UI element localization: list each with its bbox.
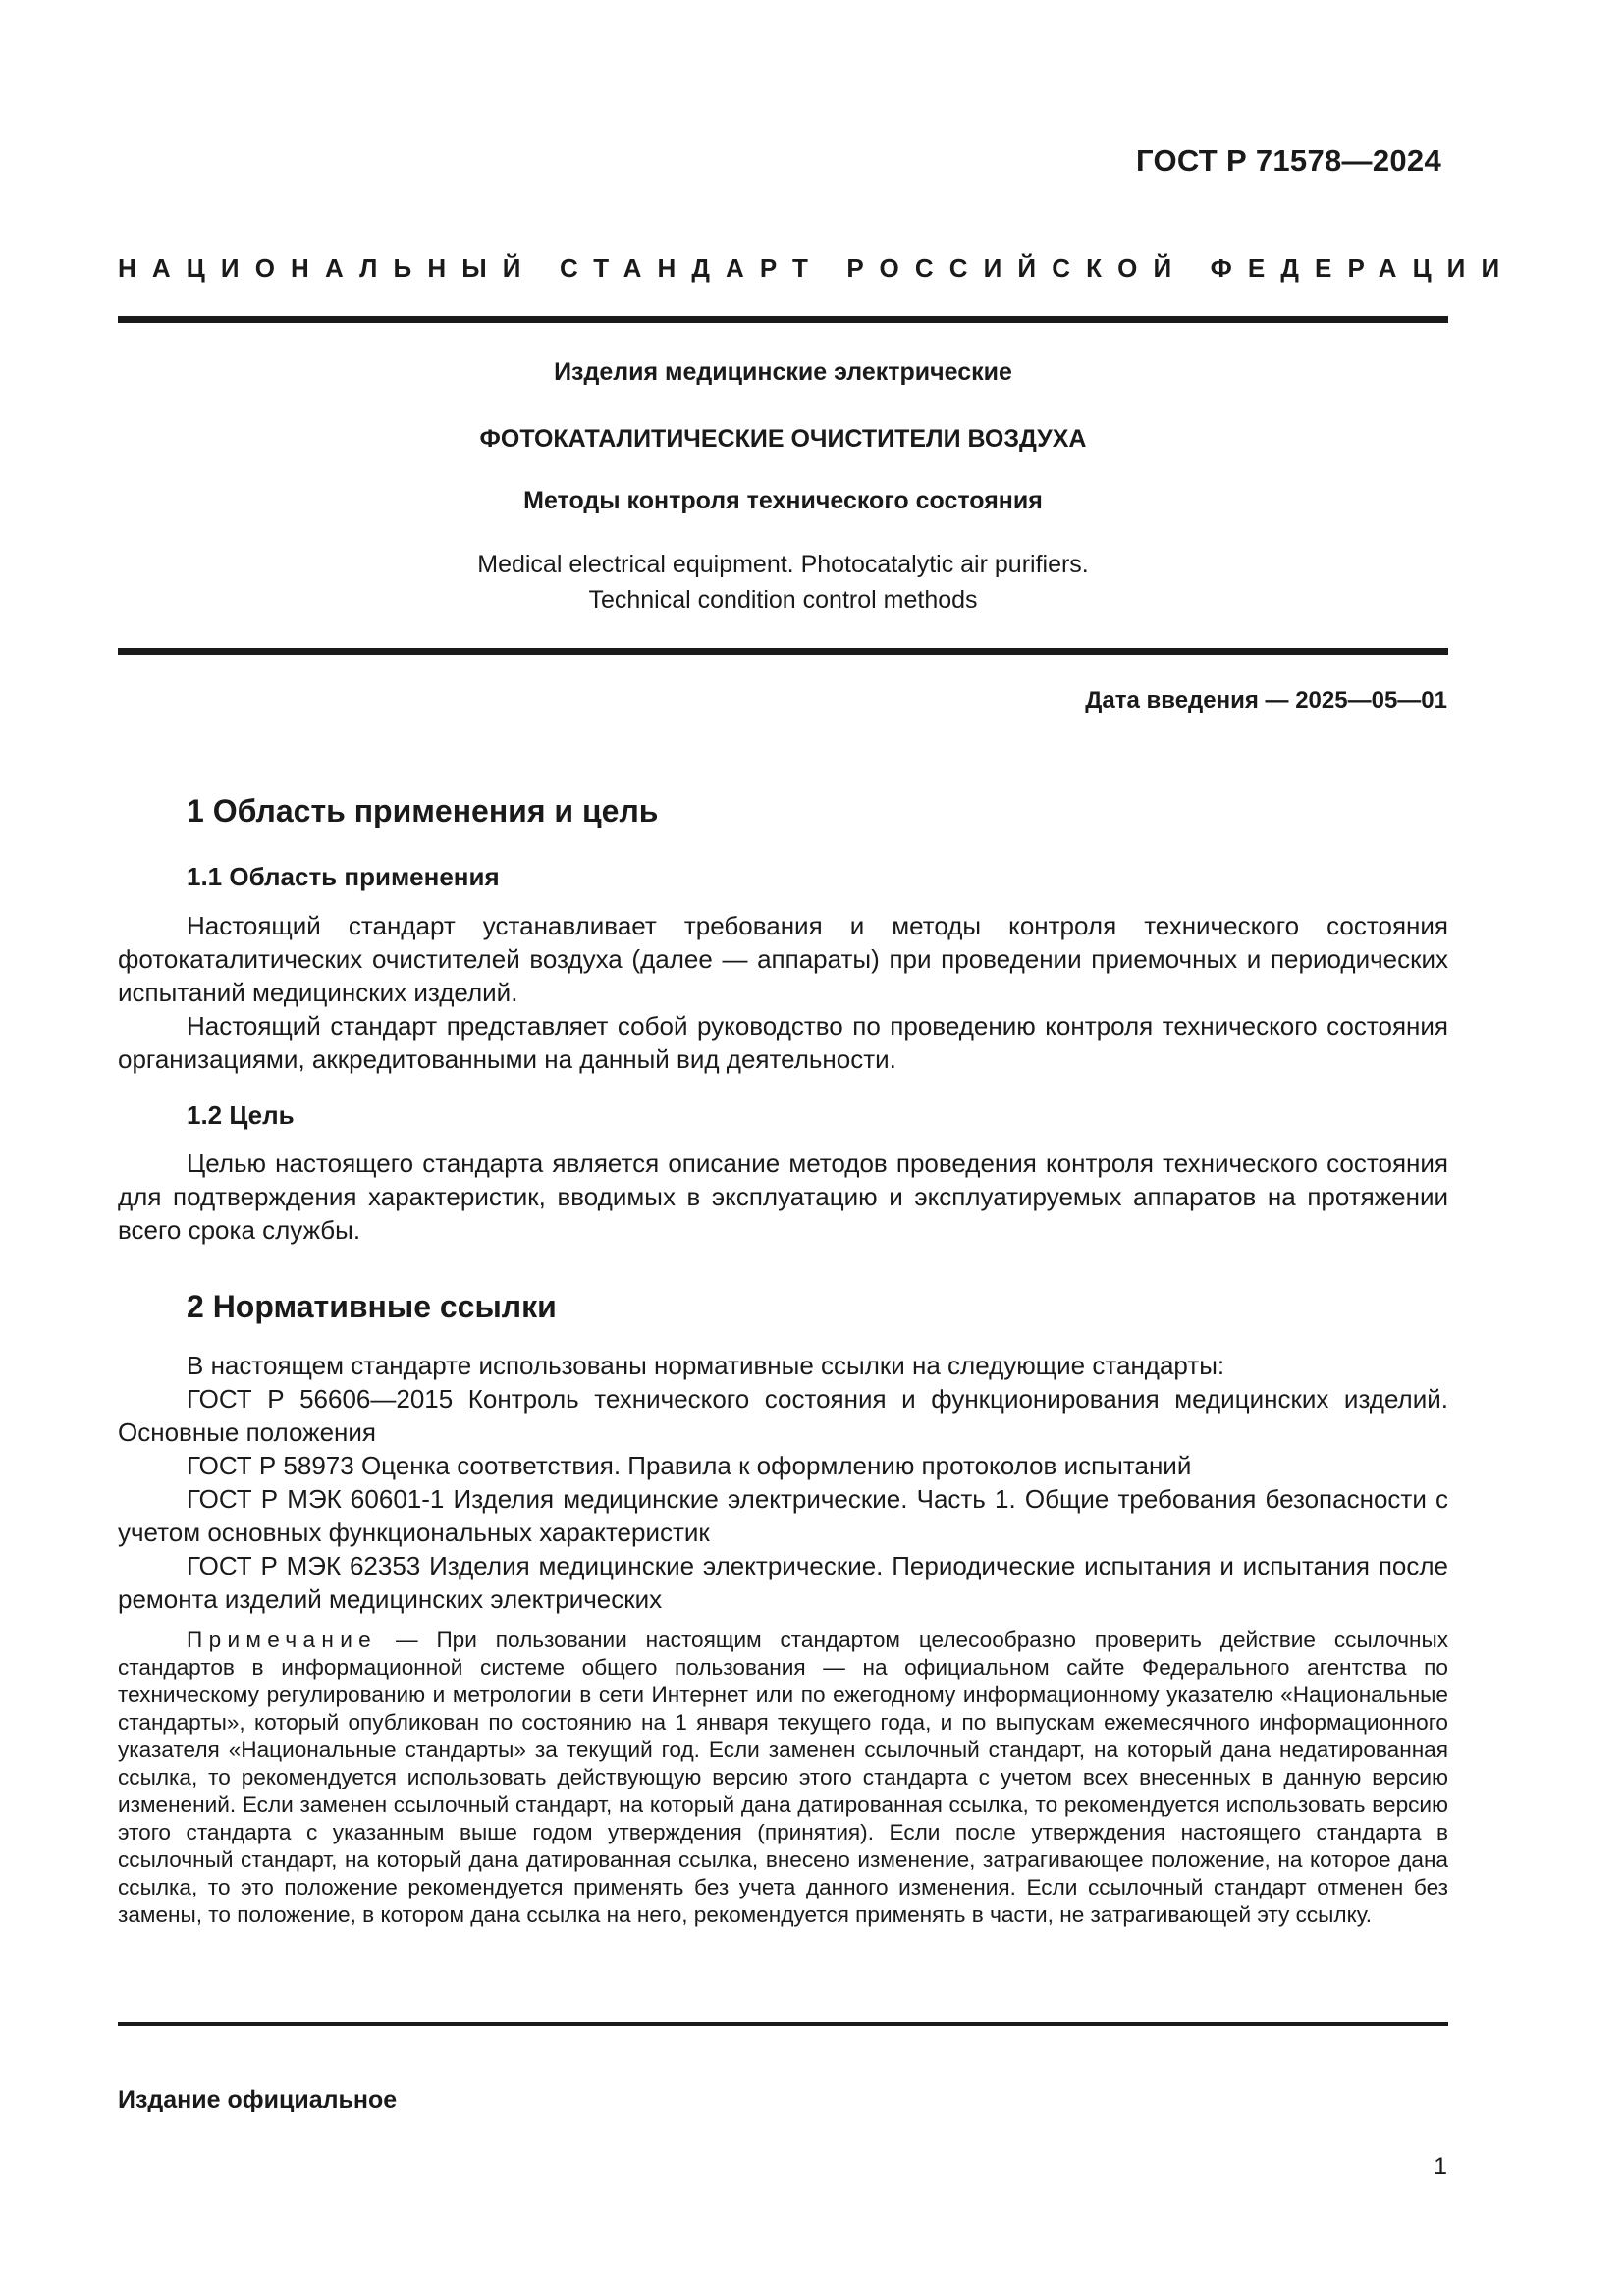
title-bottom-rule	[118, 648, 1448, 655]
reference-item: ГОСТ Р 58973 Оценка соответствия. Правила к оформлению протоколов испытаний	[187, 1451, 1192, 1480]
section-1-heading: 1 Область применения и цель	[187, 793, 659, 828]
note-label: Примечание	[187, 1628, 378, 1652]
footer-rule	[118, 2022, 1448, 2026]
section-2-heading: 2 Нормативные ссылки	[187, 1289, 557, 1324]
reference-item: ГОСТ Р 56606—2015 Контроль технического состояния и функционирования медицинских изделий. Основные положения	[118, 1384, 1448, 1447]
subsection-1-1-heading: 1.1 Область применения	[187, 862, 500, 891]
reference-item: ГОСТ Р МЭК 60601-1 Изделия медицинские электрические. Часть 1. Общие требования безопасности с учетом основных функциональных характеристик	[118, 1484, 1448, 1547]
top-rule	[118, 316, 1448, 323]
paragraph-1-1-a: Настоящий стандарт устанавливает требования и методы контроля технического состояния фотокаталитических очистителей воздуха (далее — аппараты) при проведении приемочных и периодических испытаний медицинских изделий.	[118, 911, 1448, 1007]
page-number: 1	[1434, 2153, 1447, 2180]
references-note	[118, 1627, 1448, 1929]
reference-item: ГОСТ Р МЭК 62353 Изделия медицинские электрические. Периодические испытания и испытания после ремонта изделий медицинских электрических	[118, 1551, 1448, 1614]
introduction-date: Дата введения — 2025—05—01	[1085, 687, 1447, 714]
note-text: — При пользовании настоящим стандартом целесообразно проверить действие ссылочных стандартов в информационной системе общего пользования — на официальном сайте Федерального агентства по техническому регулированию и метрологии в сети Интернет или по ежегодному информационному указателю «Национальные стандарты», который опубликован по состоянию на 1 января текущего года, и по выпускам ежемесячного информационного указателя «Национальные стандарты» за текущий год. Если заменен ссылочный стандарт, на который дана недатированная ссылка, то рекомендуется использовать действующую версию этого стандарта с учетом всех внесенных в данную версию изменений. Если заменен ссылочный стандарт, на который дана датированная ссылка, то рекомендуется использовать версию этого стандарта с указанным выше годом утверждения (принятия). Если после утверждения настоящего стандарта в ссылочный стандарт, на который дана датированная ссылка, внесено изменение, затрагивающее положение, на которое дана ссылка, то это положение рекомендуется применять без учета данного изменения. Если ссылочный стандарт отменен без замены, то положение, в котором дана ссылка на него, рекомендуется применять в части, не затрагивающей эту ссылку.	[118, 1628, 1448, 1927]
english-title-line-2: Technical condition control methods	[588, 586, 978, 614]
title-line-3: Методы контроля технического состояния	[523, 487, 1043, 514]
paragraph-1-2: Целью настоящего стандарта является описание методов проведения контроля технического состояния для подтверждения характеристик, вводимых в эксплуатацию и эксплуатируемых аппаратов на протяжении всего срока службы.	[118, 1148, 1448, 1245]
title-line-2: ФОТОКАТАЛИТИЧЕСКИЕ ОЧИСТИТЕЛИ ВОЗДУХА	[479, 425, 1087, 453]
document-number: ГОСТ Р 71578—2024	[1136, 143, 1441, 178]
national-standard-banner: НАЦИОНАЛЬНЫЙ СТАНДАРТ РОССИЙСКОЙ ФЕДЕРАЦИИ	[118, 253, 1516, 283]
subsection-1-2-heading: 1.2 Цель	[187, 1100, 295, 1130]
title-line-1: Изделия медицинские электрические	[554, 358, 1012, 386]
references-intro: В настоящем стандарте использованы нормативные ссылки на следующие стандарты:	[187, 1351, 1225, 1380]
english-title-line-1: Medical electrical equipment. Photocatalytic air purifiers.	[477, 551, 1089, 578]
official-edition-label: Издание официальное	[118, 2086, 398, 2113]
paragraph-1-1-b: Настоящий стандарт представляет собой руководство по проведению контроля технического состояния организациями, аккредитованными на данный вид деятельности.	[118, 1011, 1448, 1074]
english-title	[118, 547, 1448, 617]
